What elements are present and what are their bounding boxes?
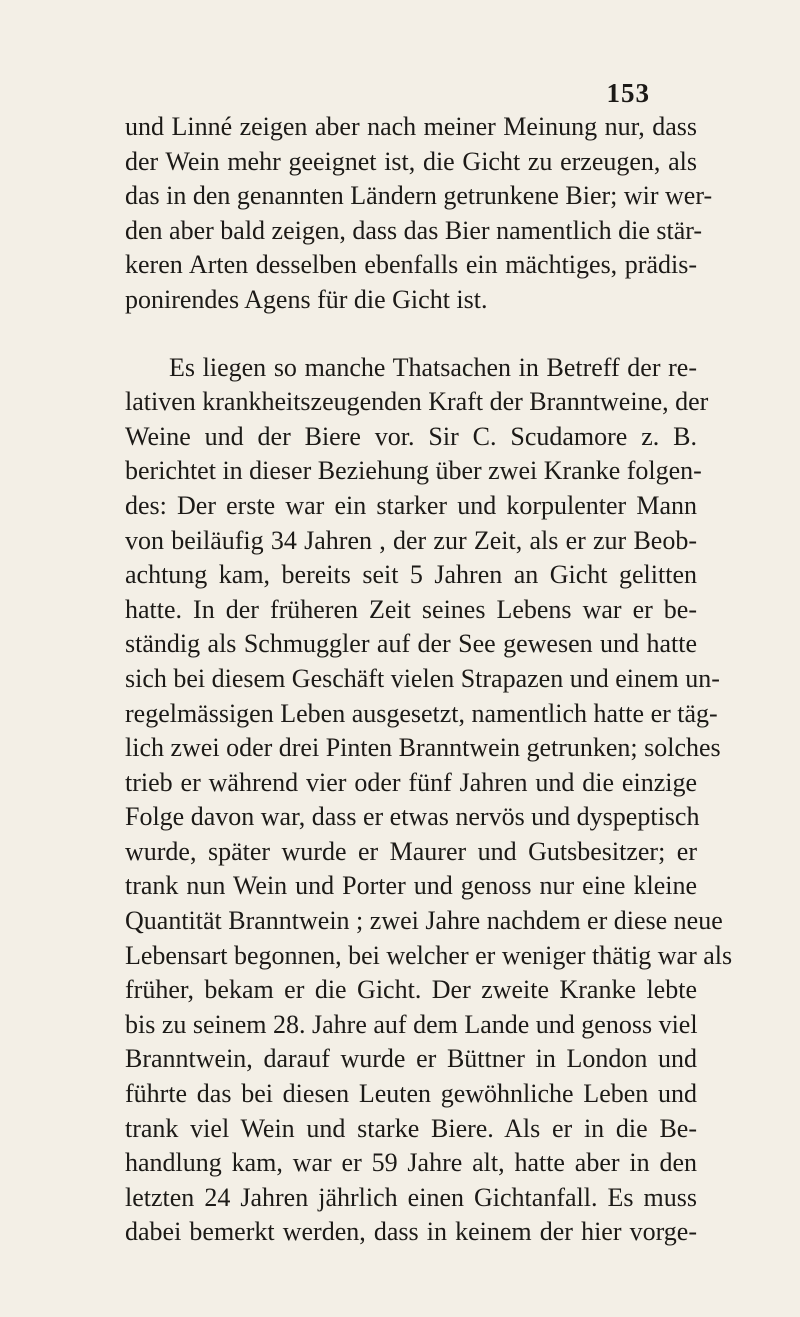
text-line: sich bei diesem Geschäft vielen Strapazen und einem un-	[125, 663, 720, 693]
text-line: von beiläufig 34 Jahren , der zur Zeit, als er zur Beob-	[125, 525, 697, 555]
text-line: letzten 24 Jahren jährlich einen Gichtanfall. Es muss	[125, 1182, 697, 1212]
text-line: handlung kam, war er 59 Jahre alt, hatte aber in den	[125, 1148, 697, 1178]
text-line: berichtet in dieser Beziehung über zwei Kranke folgen-	[125, 456, 702, 486]
page-number: 153	[606, 78, 650, 108]
text-line: trieb er während vier oder fünf Jahren und die einzige	[125, 767, 697, 797]
text-line: trank viel Wein und starke Biere. Als er in die Be-	[125, 1113, 697, 1143]
text-line: trank nun Wein und Porter und genoss nur eine kleine	[125, 871, 697, 901]
text-line: des: Der erste war ein starker und korpulenter Mann	[125, 490, 697, 520]
text-line: wurde, später wurde er Maurer und Gutsbesitzer; er	[125, 836, 697, 866]
text-line: regelmässigen Leben ausgesetzt, namentlich hatte er täg-	[125, 698, 718, 728]
text-line: Es liegen so manche Thatsachen in Betreff der re-	[169, 352, 697, 382]
text-line: Quantität Branntwein ; zwei Jahre nachdem er diese neue	[125, 906, 723, 936]
text-line: und Linné zeigen aber nach meiner Meinung nur, dass	[125, 112, 697, 141]
text-line: das in den genannten Ländern getrunkene Bier; wir wer-	[125, 181, 713, 211]
text-line: achtung kam, bereits seit 5 Jahren an Gicht gelitten	[125, 560, 697, 590]
text-line: ständig als Schmuggler auf der See gewesen und hatte	[125, 629, 697, 659]
text-line: Folge davon war, dass er etwas nervös und dyspeptisch	[125, 802, 700, 832]
text-line: Branntwein, darauf wurde er Büttner in London und	[125, 1044, 697, 1074]
text-line: ponirendes Agens für die Gicht ist.	[125, 284, 488, 314]
paragraph-gap	[125, 318, 697, 351]
text-line: bis zu seinem 28. Jahre auf dem Lande und genoss viel	[125, 1009, 698, 1039]
text-line: hatte. In der früheren Zeit seines Lebens war er be-	[125, 594, 697, 624]
text-line: führte das bei diesen Leuten gewöhnliche Leben und	[125, 1079, 697, 1109]
text-line: den aber bald zeigen, dass das Bier namentlich die stär-	[125, 215, 703, 245]
text-line: keren Arten desselben ebenfalls ein mächtiges, prädis-	[125, 250, 697, 280]
text-line: dabei bemerkt werden, dass in keinem der hier vorge-	[125, 1217, 697, 1247]
text-line: Lebensart begonnen, bei welcher er weniger thätig war als	[125, 940, 733, 970]
text-line: früher, bekam er die Gicht. Der zweite Kranke lebte	[125, 975, 697, 1005]
text-line: Weine und der Biere vor. Sir C. Scudamore z. B.	[125, 421, 697, 451]
body-text	[125, 110, 733, 1250]
text-line: der Wein mehr geeignet ist, die Gicht zu erzeugen, als	[125, 146, 697, 176]
paragraph-2	[125, 351, 733, 1250]
paragraph-1	[125, 110, 713, 318]
text-line: lich zwei oder drei Pinten Branntwein getrunken; solches	[125, 733, 721, 763]
text-line: lativen krankheitszeugenden Kraft der Branntweine, der	[125, 387, 709, 417]
